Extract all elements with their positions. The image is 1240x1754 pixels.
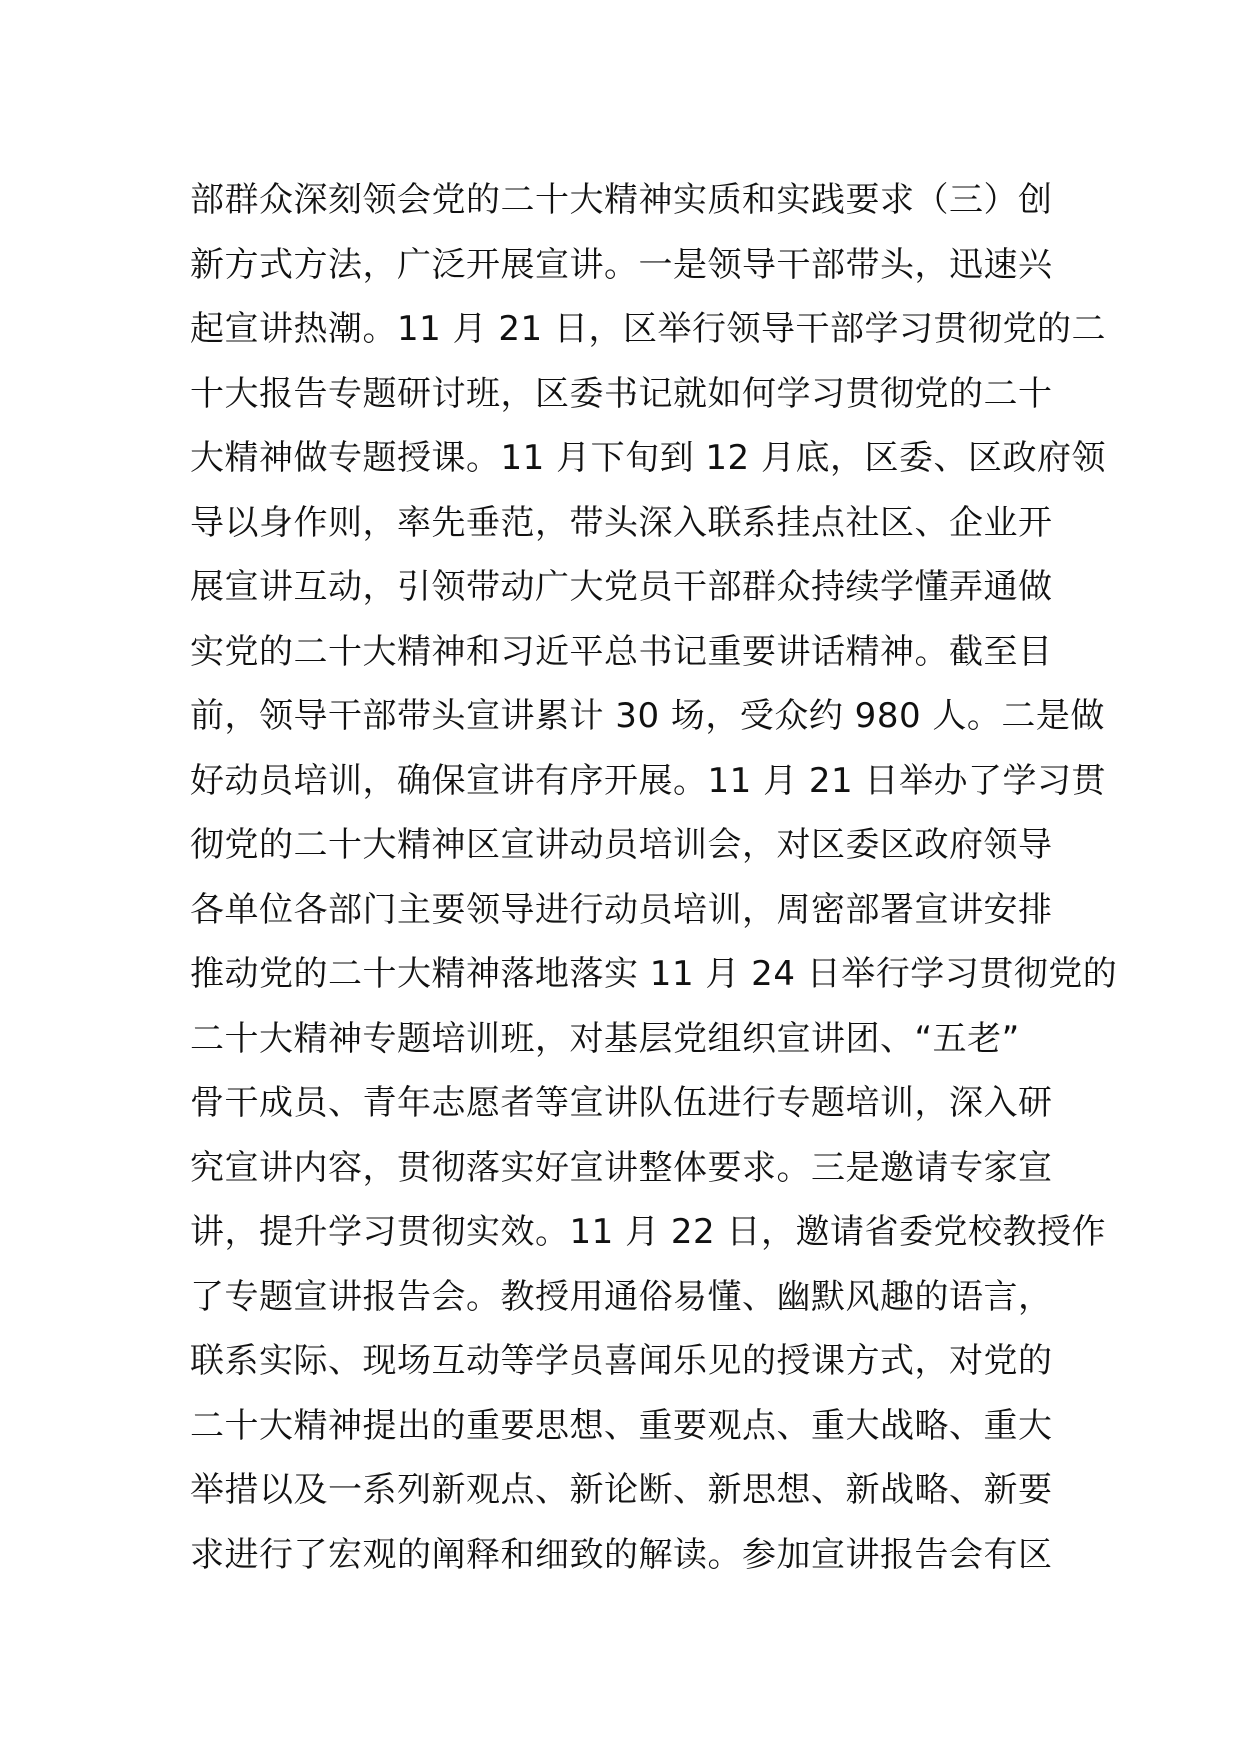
text-line: 大精神做专题授课。11 月下旬到 12 月底，区委、区政府领: [190, 438, 1106, 478]
text-line: 讲，提升学习贯彻实效。11 月 22 日，邀请省委党校教授作: [190, 1212, 1106, 1252]
text-line: 部群众深刻领会党的二十大精神实质和实践要求（三）创: [190, 180, 1053, 220]
text-line: 二十大精神提出的重要思想、重要观点、重大战略、重大: [190, 1405, 1053, 1446]
text-line: 联系实际、现场互动等学员喜闻乐见的授课方式，对党的: [190, 1341, 1053, 1381]
text-line: 实党的二十大精神和习近平总书记重要讲话精神。截至目: [190, 631, 1053, 672]
text-line: 了专题宣讲报告会。教授用通俗易懂、幽默风趣的语言，: [190, 1276, 1053, 1317]
text-line: 推动党的二十大精神落地落实 11 月 24 日举行学习贯彻党的: [190, 954, 1118, 994]
text-line: 新方式方法，广泛开展宣讲。一是领导干部带头，迅速兴: [190, 244, 1053, 285]
text-line: 起宣讲热潮。11 月 21 日，区举行领导干部学习贯彻党的二: [190, 309, 1106, 349]
body-text: [190, 168, 1118, 1587]
text-line: 好动员培训，确保宣讲有序开展。11 月 21 日举办了学习贯: [190, 760, 1106, 801]
text-line: 求进行了宏观的阐释和细致的解读。参加宣讲报告会有区: [190, 1534, 1053, 1575]
text-line: 究宣讲内容，贯彻落实好宣讲整体要求。三是邀请专家宣: [190, 1147, 1053, 1188]
text-line: 二十大精神专题培训班，对基层党组织宣讲团、“五老”: [190, 1018, 1020, 1059]
text-line: 展宣讲互动，引领带动广大党员干部群众持续学懂弄通做: [190, 567, 1053, 607]
text-line: 十大报告专题研讨班，区委书记就如何学习贯彻党的二十: [190, 373, 1053, 414]
text-line: 骨干成员、青年志愿者等宣讲队伍进行专题培训，深入研: [190, 1083, 1053, 1123]
text-line: 举措以及一系列新观点、新论断、新思想、新战略、新要: [190, 1470, 1053, 1510]
text-line: 导以身作则，率先垂范，带头深入联系挂点社区、企业开: [190, 502, 1053, 543]
text-line: 彻党的二十大精神区宣讲动员培训会，对区委区政府领导: [190, 825, 1053, 865]
text-line: 各单位各部门主要领导进行动员培训，周密部署宣讲安排: [190, 889, 1053, 930]
text-line: 前，领导干部带头宣讲累计 30 场，受众约 980 人。二是做: [190, 696, 1105, 736]
